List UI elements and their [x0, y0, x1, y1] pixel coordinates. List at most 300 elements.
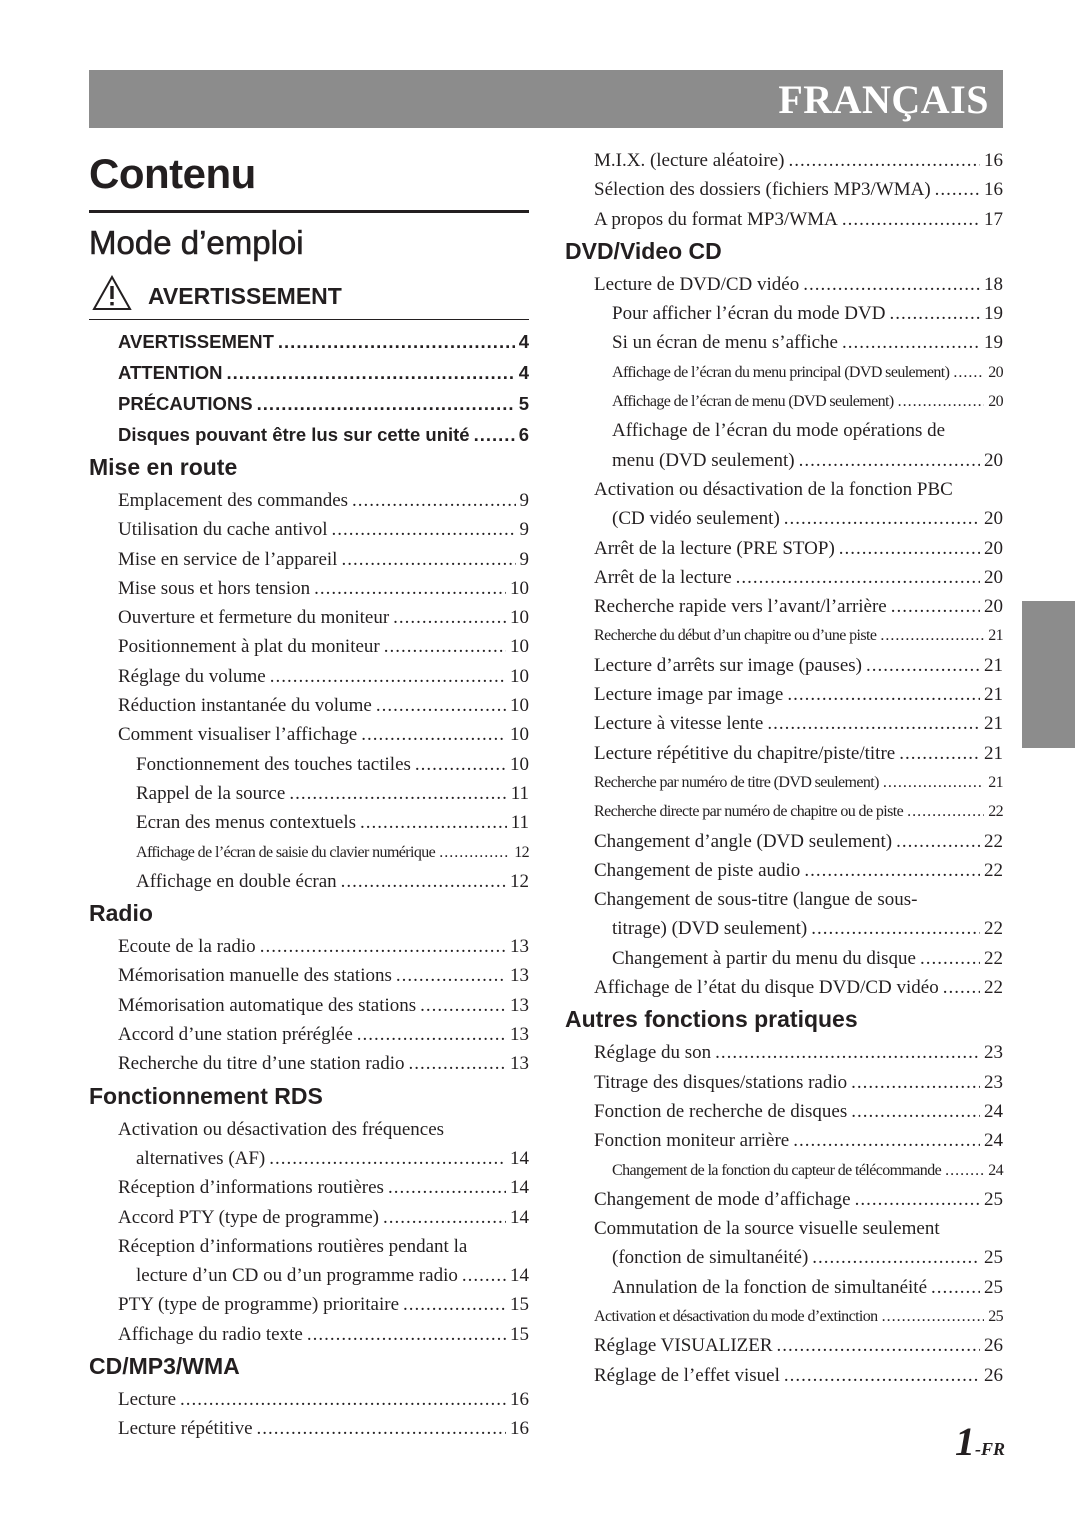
dot-leader	[953, 358, 984, 387]
page-title: Contenu	[89, 150, 256, 197]
toc-entry-text: M.I.X. (lecture aléatoire)	[594, 150, 785, 171]
toc-page-number: 26	[984, 1364, 1003, 1386]
page-number-suffix: -FR	[975, 1439, 1006, 1459]
toc-entry-text: Recherche rapide vers l’avant/l’arrière	[594, 596, 887, 618]
toc-entry[interactable]	[565, 944, 1003, 973]
right-sections	[565, 234, 1003, 1390]
dot-leader	[943, 973, 980, 1002]
toc-entry[interactable]	[565, 709, 1003, 738]
dot-leader	[793, 1126, 980, 1155]
toc-entry[interactable]	[89, 1385, 529, 1414]
toc-page-number: 19	[984, 303, 1003, 325]
toc-page-number: 13	[510, 1024, 529, 1046]
toc-entry-text: ATTENTION	[118, 362, 223, 383]
toc-entry-continuation[interactable]	[565, 1243, 1003, 1272]
toc-entry-text: A propos du format MP3/WMA	[594, 208, 838, 230]
toc-page-number: 26	[984, 1335, 1003, 1357]
toc-page-number: 22	[984, 859, 1003, 881]
toc-page-number: 14	[510, 1177, 529, 1199]
toc-entry-continuation[interactable]	[565, 446, 1003, 475]
toc-entry[interactable]	[565, 1214, 1003, 1243]
dot-leader	[415, 750, 506, 779]
toc-entry-text: Affichage du radio texte	[118, 1323, 303, 1345]
section-heading: CD/MP3/WMA	[89, 1353, 240, 1380]
toc-entry[interactable]	[565, 1156, 1003, 1185]
toc-page-number: 16	[510, 1389, 529, 1411]
toc-page-number: 14	[510, 1147, 529, 1169]
toc-entry-text: Réception d’informations routières	[118, 1177, 384, 1199]
toc-entry-continuation[interactable]	[89, 1261, 529, 1290]
toc-page-number: 25	[984, 1188, 1003, 1210]
toc-page-number: 20	[984, 537, 1003, 559]
toc-entry[interactable]	[565, 827, 1003, 856]
toc-entry[interactable]	[89, 808, 529, 837]
toc-entry[interactable]	[89, 1020, 529, 1049]
toc-entry-continuation[interactable]	[565, 504, 1003, 533]
toc-page-number: 21	[988, 627, 1003, 645]
toc-page-number: 25	[984, 1247, 1003, 1269]
language-banner	[89, 70, 1003, 128]
toc-entry-text: Affichage de l’état du disque DVD/CD vidéo	[594, 977, 939, 999]
toc-entry[interactable]	[89, 574, 529, 603]
toc-page-number: 15	[510, 1294, 529, 1316]
toc-entry-text: Affichage de l’écran du menu principal (DVD seulement)	[612, 363, 950, 381]
toc-entry-text: Affichage en double écran	[136, 870, 337, 892]
toc-page-number: 21	[984, 713, 1003, 735]
dot-leader	[839, 534, 980, 563]
toc-page-number: 20	[984, 596, 1003, 618]
toc-entry-continuation[interactable]	[565, 914, 1003, 943]
page-number	[955, 1418, 1005, 1465]
toc-entry-text: Changement de sous-titre (langue de sous-	[594, 889, 918, 911]
toc-entry-text: PTY (type de programme) prioritaire	[118, 1294, 400, 1316]
toc-entry[interactable]	[565, 534, 1003, 563]
toc-entry[interactable]	[565, 358, 1003, 387]
section-entries	[89, 932, 529, 1078]
toc-entry-text: Accord PTY (type de programme)	[118, 1206, 379, 1228]
warning-heading-label: AVERTISSEMENT	[148, 282, 342, 309]
toc-entry[interactable]	[565, 1302, 1003, 1331]
toc-entry[interactable]	[565, 563, 1003, 592]
left-sections	[89, 450, 529, 1444]
toc-page-number: 17	[984, 208, 1003, 230]
toc-page-number: 22	[984, 947, 1003, 969]
toc-entry-text: Titrage des disques/stations radio	[594, 1071, 848, 1093]
dot-leader	[882, 1302, 985, 1331]
toc-entry-text: Lecture répétitive du chapitre/piste/titre	[594, 742, 896, 764]
toc-entry-text: Mise sous et hors tension	[118, 577, 311, 599]
toc-entry[interactable]	[89, 838, 529, 867]
toc-entry[interactable]	[565, 856, 1003, 885]
toc-page-number: 11	[510, 782, 529, 804]
warning-icon	[92, 275, 132, 311]
toc-page-number: 22	[984, 977, 1003, 999]
toc-entry[interactable]	[565, 973, 1003, 1002]
toc-entry-text: Fonctionnement des touches tactiles	[136, 753, 411, 775]
toc-entry[interactable]	[565, 1068, 1003, 1097]
toc-entry-text: Réception d’informations routières pendant la	[118, 1235, 468, 1257]
warning-entries	[89, 326, 529, 450]
toc-page-number: 21	[984, 684, 1003, 706]
warning-divider	[89, 319, 529, 320]
section-heading: DVD/Video CD	[565, 237, 722, 264]
toc-entry-text: Arrêt de la lecture	[594, 566, 732, 588]
toc-entry[interactable]	[89, 419, 529, 450]
toc-page-number: 18	[984, 273, 1003, 295]
toc-entry[interactable]	[89, 750, 529, 779]
dot-leader	[812, 1243, 980, 1272]
toc-entry-text: Lecture	[118, 1389, 177, 1411]
toc-page-number: 16	[510, 1418, 529, 1440]
dot-leader	[270, 662, 506, 691]
page-number-value: 1	[955, 1419, 975, 1464]
toc-page-number: 22	[984, 918, 1003, 940]
title-divider	[89, 210, 529, 213]
dot-leader	[891, 592, 980, 621]
subtitle: Mode d’emploi	[89, 224, 304, 261]
toc-page-number: 24	[988, 1161, 1003, 1179]
toc-entry[interactable]	[565, 739, 1003, 768]
toc-page-number: 4	[518, 362, 529, 383]
toc-entry-text: Arrêt de la lecture (PRE STOP)	[594, 537, 835, 559]
toc-page-number: 5	[518, 393, 529, 414]
toc-entry[interactable]	[89, 1049, 529, 1078]
toc-entry-text: Changement de mode d’affichage	[594, 1188, 851, 1210]
toc-entry[interactable]	[565, 768, 1003, 797]
toc-entry[interactable]	[89, 326, 529, 357]
toc-entry[interactable]	[89, 545, 529, 574]
toc-entry-text: Affichage de l’écran du mode opérations de	[612, 420, 946, 442]
toc-entry[interactable]	[89, 1115, 529, 1144]
toc-entry[interactable]	[565, 885, 1003, 914]
toc-entry[interactable]	[565, 621, 1003, 650]
toc-page-number: 13	[510, 1053, 529, 1075]
toc-entry[interactable]	[565, 328, 1003, 357]
dot-leader	[896, 827, 980, 856]
language-label: FRANÇAIS	[778, 77, 989, 122]
toc-page-number: 23	[984, 1071, 1003, 1093]
toc-entry-text: Emplacement des commandes	[118, 490, 349, 511]
toc-entry-text: Recherche du titre d’une station radio	[118, 1053, 405, 1075]
toc-page-number: 24	[984, 1100, 1003, 1122]
toc-entry[interactable]	[89, 1320, 529, 1349]
toc-page-number: 10	[510, 665, 529, 687]
toc-entry[interactable]	[89, 662, 529, 691]
dot-leader	[889, 299, 980, 328]
dot-leader	[361, 720, 506, 749]
dot-leader	[931, 1273, 980, 1302]
dot-leader	[880, 621, 984, 650]
toc-entry-text: Pour afficher l’écran du mode DVD	[612, 303, 886, 325]
dot-leader	[767, 709, 980, 738]
section-heading: Radio	[89, 900, 153, 927]
toc-entry[interactable]	[89, 388, 529, 419]
toc-entry[interactable]	[89, 1232, 529, 1261]
toc-entry[interactable]	[565, 416, 1003, 445]
dot-leader	[226, 357, 514, 388]
section-entries	[89, 1385, 529, 1444]
toc-entry[interactable]	[89, 1290, 529, 1319]
dot-leader	[803, 270, 980, 299]
toc-entry[interactable]	[565, 1331, 1003, 1360]
toc-page-number: 10	[510, 695, 529, 717]
toc-entry-text: Affichage de l’écran de menu (DVD seulement)	[612, 393, 894, 411]
dot-leader	[384, 632, 506, 661]
toc-page-number: 20	[984, 566, 1003, 588]
toc-entry[interactable]	[89, 1173, 529, 1202]
toc-entry-text: Annulation de la fonction de simultanéité	[612, 1276, 928, 1298]
dot-leader	[352, 486, 515, 515]
toc-entry-text: Activation et désactivation du mode d’extinction	[594, 1307, 878, 1325]
dot-leader	[842, 205, 980, 234]
toc-page-number: 20	[984, 449, 1003, 471]
toc-page-number: 10	[510, 607, 529, 629]
toc-page-number: 10	[510, 724, 529, 746]
toc-entry[interactable]	[565, 1038, 1003, 1067]
toc-page-number: 13	[510, 936, 529, 958]
toc-entry-text: Comment visualiser l’affichage	[118, 724, 358, 746]
toc-entry-text: Lecture d’arrêts sur image (pauses)	[594, 654, 862, 676]
toc-entry-text: Recherche du début d’un chapitre ou d’une piste	[594, 627, 877, 645]
toc-page-number: 16	[984, 150, 1003, 171]
toc-entry[interactable]	[565, 1097, 1003, 1126]
dot-leader	[257, 388, 515, 419]
section-heading: Fonctionnement RDS	[89, 1082, 323, 1109]
dot-leader	[439, 838, 510, 867]
section-entries	[89, 1115, 529, 1349]
dot-leader	[393, 603, 506, 632]
toc-entry-text: Mise en service de l’appareil	[118, 548, 338, 570]
toc-page-number: 25	[988, 1307, 1003, 1325]
toc-entry-text: Lecture image par image	[594, 684, 784, 706]
toc-entry-text: Fonction de recherche de disques	[594, 1100, 848, 1122]
dot-leader	[260, 932, 506, 961]
dot-leader	[866, 651, 980, 680]
toc-page-number: 21	[988, 773, 1003, 791]
section-heading: Mise en route	[89, 454, 238, 480]
dot-leader	[403, 1290, 506, 1319]
dot-leader	[788, 146, 980, 175]
toc-page-number: 9	[519, 490, 529, 511]
toc-entry[interactable]	[565, 175, 1003, 204]
toc-entry-text: Mémorisation manuelle des stations	[118, 965, 392, 987]
toc-entry[interactable]	[565, 205, 1003, 234]
dot-leader	[883, 768, 984, 797]
dot-leader	[341, 867, 506, 896]
toc-entry-text: Recherche directe par numéro de chapitre ou de piste	[594, 803, 904, 821]
right-column	[565, 146, 1003, 1390]
toc-page-number: 12	[514, 843, 529, 861]
toc-page-number: 22	[988, 803, 1003, 821]
toc-entry-text: Recherche par numéro de titre (DVD seulement)	[594, 773, 879, 791]
dot-leader	[376, 691, 506, 720]
toc-entry[interactable]	[89, 515, 529, 544]
section-entries	[89, 486, 529, 896]
dot-leader	[842, 328, 980, 357]
dot-leader	[388, 1173, 506, 1202]
dot-leader	[269, 1144, 506, 1173]
dot-leader	[804, 856, 980, 885]
dot-leader	[935, 175, 980, 204]
dot-leader	[799, 446, 980, 475]
toc-entry[interactable]	[89, 779, 529, 808]
right-top-entries	[565, 146, 1003, 234]
toc-entry[interactable]	[89, 961, 529, 990]
toc-entry-text: Réglage du son	[594, 1042, 712, 1064]
toc-entry-text: Ecran des menus contextuels	[136, 812, 357, 834]
toc-entry[interactable]	[565, 270, 1003, 299]
toc-entry-text: Affichage de l’écran de saisie du clavier numérique	[136, 843, 436, 861]
toc-page-number: 24	[984, 1130, 1003, 1152]
toc-page-number: 11	[510, 812, 529, 834]
dot-leader	[341, 545, 515, 574]
warning-heading	[89, 271, 529, 315]
toc-page-number: 12	[510, 870, 529, 892]
toc-entry-continuation[interactable]	[89, 1144, 529, 1173]
dot-leader	[474, 419, 515, 450]
dot-leader	[899, 739, 980, 768]
left-column	[89, 150, 529, 1444]
toc-page-number: 10	[510, 753, 529, 775]
dot-leader	[180, 1385, 506, 1414]
dot-leader	[396, 961, 506, 990]
dot-leader	[898, 387, 985, 416]
dot-leader	[307, 1320, 506, 1349]
toc-page-number: 14	[510, 1206, 529, 1228]
toc-page-number: 13	[510, 994, 529, 1016]
dot-leader	[462, 1261, 506, 1290]
toc-entry-text: PRÉCAUTIONS	[118, 393, 253, 414]
dot-leader	[289, 779, 506, 808]
toc-entry[interactable]	[565, 680, 1003, 709]
section-entries	[565, 1038, 1003, 1390]
toc-entry-text: Changement de la fonction du capteur de télécommande	[612, 1161, 942, 1179]
toc-entry-text: Changement de piste audio	[594, 859, 801, 881]
section-heading: Autres fonctions pratiques	[565, 1006, 858, 1033]
toc-page-number: 6	[518, 424, 529, 445]
dot-leader	[784, 504, 980, 533]
toc-entry-text: Si un écran de menu s’affiche	[612, 332, 838, 354]
toc-entry[interactable]	[565, 1361, 1003, 1390]
dot-leader	[314, 574, 506, 603]
toc-entry[interactable]	[89, 932, 529, 961]
toc-entry[interactable]	[89, 991, 529, 1020]
toc-page-number: 9	[519, 548, 529, 570]
toc-page-number: 4	[518, 331, 529, 352]
toc-entry-text: alternatives (AF)	[136, 1147, 266, 1169]
dot-leader	[855, 1185, 980, 1214]
toc-entry-text: Lecture à vitesse lente	[594, 713, 764, 735]
toc-page-number: 19	[984, 332, 1003, 354]
toc-entry-text: (CD vidéo seulement)	[612, 508, 780, 530]
toc-entry[interactable]	[565, 146, 1003, 175]
toc-entry-text: Activation ou désactivation des fréquences	[118, 1118, 445, 1140]
toc-entry-text: Lecture répétitive	[118, 1418, 253, 1440]
toc-entry-text: titrage) (DVD seulement)	[612, 918, 808, 940]
toc-entry[interactable]	[89, 720, 529, 749]
toc-entry[interactable]	[89, 357, 529, 388]
toc-entry-text: Utilisation du cache antivol	[118, 519, 328, 541]
dot-leader	[360, 808, 507, 837]
toc-page-number: 23	[984, 1042, 1003, 1064]
dot-leader	[357, 1020, 506, 1049]
toc-entry[interactable]	[565, 592, 1003, 621]
dot-leader	[408, 1049, 506, 1078]
toc-entry-text: Rappel de la source	[136, 782, 286, 804]
toc-entry[interactable]	[565, 387, 1003, 416]
toc-entry[interactable]	[89, 1203, 529, 1232]
toc-entry[interactable]	[565, 651, 1003, 680]
toc-entry[interactable]	[565, 1273, 1003, 1302]
toc-entry[interactable]	[565, 1126, 1003, 1155]
toc-page-number: 20	[988, 363, 1003, 381]
toc-page-number: 13	[510, 965, 529, 987]
toc-entry[interactable]	[89, 691, 529, 720]
toc-entry[interactable]	[565, 475, 1003, 504]
toc-entry-text: Fonction moniteur arrière	[594, 1130, 790, 1152]
dot-leader	[420, 991, 506, 1020]
toc-entry-text: Ecoute de la radio	[118, 936, 256, 958]
toc-entry-text: menu (DVD seulement)	[612, 449, 795, 471]
toc-entry-text: Activation ou désactivation de la fonction PBC	[594, 478, 953, 500]
toc-entry-text: Lecture de DVD/CD vidéo	[594, 273, 800, 295]
dot-leader	[278, 326, 515, 357]
toc-page-number: 16	[984, 179, 1003, 201]
section-entries	[565, 270, 1003, 1002]
toc-entry[interactable]	[89, 867, 529, 896]
toc-entry-text: Sélection des dossiers (fichiers MP3/WMA)	[594, 179, 931, 201]
toc-entry-text: Accord d’une station préréglée	[118, 1024, 353, 1046]
toc-entry[interactable]	[565, 299, 1003, 328]
dot-leader	[257, 1414, 506, 1443]
toc-entry-text: (fonction de simultanéité)	[612, 1247, 809, 1269]
toc-entry-text: Positionnement à plat du moniteur	[118, 636, 380, 658]
toc-page-number: 20	[984, 508, 1003, 530]
dot-leader	[736, 563, 980, 592]
dot-leader	[920, 944, 980, 973]
dot-leader	[383, 1203, 506, 1232]
toc-entry-text: lecture d’un CD ou d’un programme radio	[136, 1265, 458, 1287]
toc-entry[interactable]	[89, 486, 529, 515]
toc-entry[interactable]	[89, 1414, 529, 1443]
toc-entry-text: Ouverture et fermeture du moniteur	[118, 607, 390, 629]
toc-entry-text: Réglage VISUALIZER	[594, 1335, 773, 1357]
toc-page-number: 21	[984, 654, 1003, 676]
toc-page-number: 20	[988, 393, 1003, 411]
toc-page-number: 15	[510, 1323, 529, 1345]
toc-entry-text: Disques pouvant être lus sur cette unité	[118, 424, 470, 445]
dot-leader	[331, 515, 515, 544]
toc-page-number: 10	[510, 577, 529, 599]
toc-entry[interactable]	[565, 797, 1003, 826]
dot-leader	[945, 1156, 984, 1185]
toc-page-number: 21	[984, 742, 1003, 764]
toc-page-number: 14	[510, 1265, 529, 1287]
dot-leader	[777, 1331, 980, 1360]
dot-leader	[907, 797, 984, 826]
toc-entry-text: Réglage de l’effet visuel	[594, 1364, 780, 1386]
toc-entry[interactable]	[565, 1185, 1003, 1214]
toc-entry-text: Réduction instantanée du volume	[118, 695, 372, 717]
toc-entry[interactable]	[89, 603, 529, 632]
toc-page-number: 9	[519, 519, 529, 541]
toc-entry[interactable]	[89, 632, 529, 661]
toc-page-number: 25	[984, 1276, 1003, 1298]
toc-entry-text: Changement d’angle (DVD seulement)	[594, 830, 893, 852]
dot-leader	[784, 1361, 980, 1390]
dot-leader	[851, 1097, 980, 1126]
toc-page-number: 10	[510, 636, 529, 658]
